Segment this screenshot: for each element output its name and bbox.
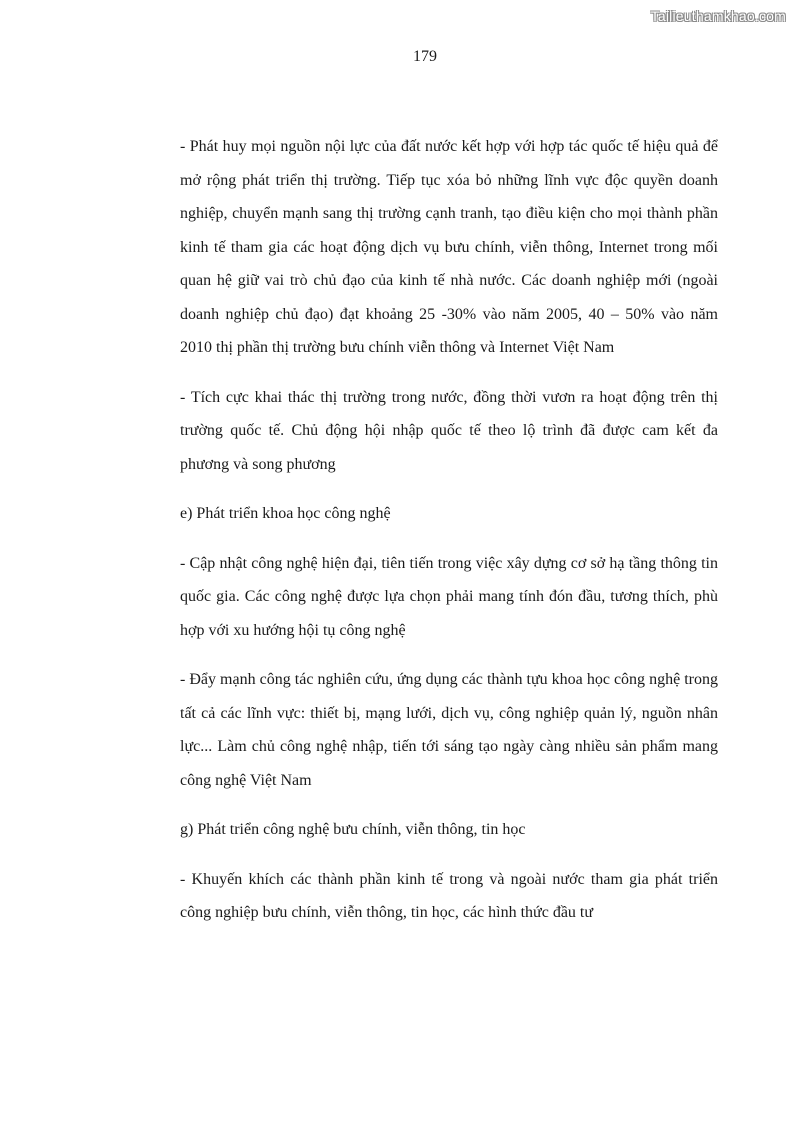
- section-heading-postal-telecom-it: g) Phát triển công nghệ bưu chính, viễn thông, tin học: [180, 821, 526, 838]
- paragraph-market-exploitation: - Tích cực khai thác thị trường trong nước, đồng thời vươn ra hoạt động trên thị trường quốc tế. Chủ động hội nhập quốc tế theo lộ trình đã được cam kết đa phương và song phương: [180, 388, 718, 473]
- paragraph-market-development: - Phát huy mọi nguồn nội lực của đất nước kết hợp với hợp tác quốc tế hiệu quả để mở rộng phát triển thị trường. Tiếp tục xóa bỏ những lĩnh vực độc quyền doanh nghiệp, chuyển mạnh sang thị trường cạnh tranh, tạo điều kiện cho mọi thành phần kinh tế tham gia các hoạt động dịch vụ bưu chính, viễn thông, Internet trong mối quan hệ giữ vai trò chủ đạo của kinh tế nhà nước. Các doanh nghiệp mới (ngoài doanh nghiệp chủ đạo) đạt khoảng 25 -30% vào năm 2005, 40 – 50% vào năm 2010 thị phần thị trường bưu chính viễn thông và Internet Việt Nam: [180, 138, 718, 356]
- page-number: 179: [413, 48, 437, 65]
- paragraph-research-application: - Đẩy mạnh công tác nghiên cứu, ứng dụng các thành tựu khoa học công nghệ trong tất cả các lĩnh vực: thiết bị, mạng lưới, dịch vụ, công nghiệp quản lý, nguồn nhân lực... Làm chủ công nghệ nhập, tiến tới sáng tạo ngày càng nhiều sản phẩm mang công nghệ Việt Nam: [180, 671, 718, 789]
- document-body: [180, 130, 718, 930]
- section-heading-science-technology: e) Phát triển khoa học công nghệ: [180, 505, 391, 522]
- paragraph-encourage-investment: - Khuyến khích các thành phần kinh tế trong và ngoài nước tham gia phát triển công nghiệp bưu chính, viễn thông, tin học, các hình thức đầu tư: [180, 870, 718, 921]
- watermark-text: Tailieuthamkhao.com: [650, 8, 786, 24]
- paragraph-technology-update: - Cập nhật công nghệ hiện đại, tiên tiến trong việc xây dựng cơ sở hạ tầng thông tin quốc gia. Các công nghệ được lựa chọn phải mang tính đón đầu, tương thích, phù hợp với xu hướng hội tụ công nghệ: [180, 554, 718, 639]
